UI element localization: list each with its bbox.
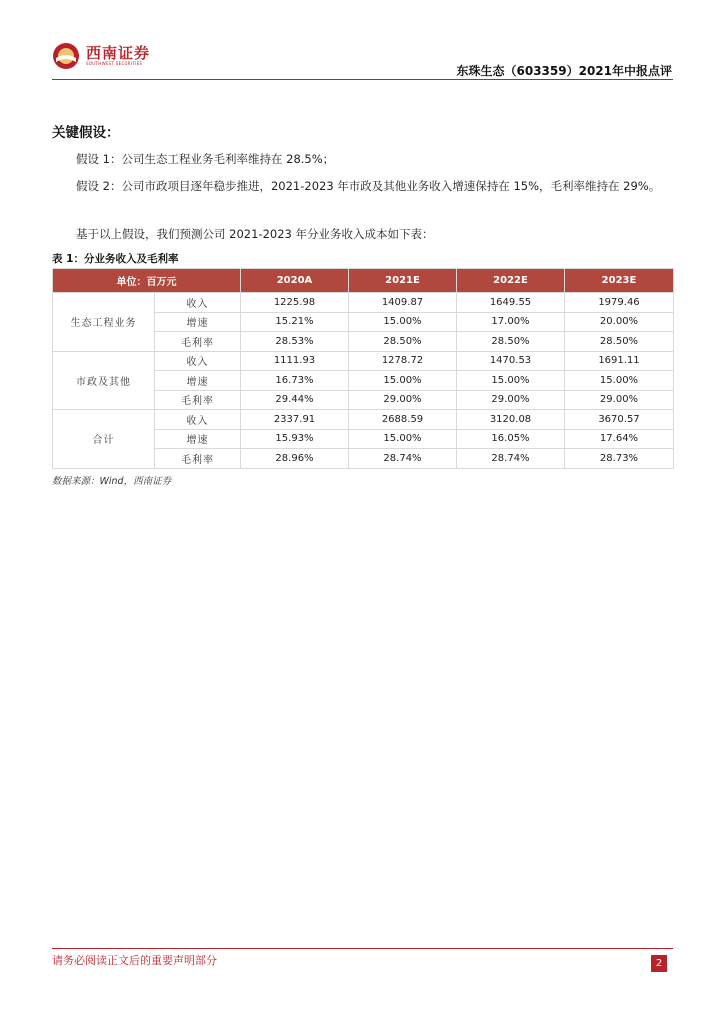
column-header: 2022E xyxy=(457,269,565,293)
table-cell: 1691.11 xyxy=(565,351,674,371)
table-cell: 15.93% xyxy=(241,429,349,449)
data-source-note: 数据来源：Wind，西南证券 xyxy=(52,476,172,487)
footer-divider xyxy=(52,948,673,949)
metric-label: 毛利率 xyxy=(155,332,241,352)
segment-name: 合计 xyxy=(53,410,155,469)
column-header: 2020A xyxy=(241,269,349,293)
table-cell: 28.50% xyxy=(457,332,565,352)
table-cell: 20.00% xyxy=(565,312,674,332)
table-cell: 15.21% xyxy=(241,312,349,332)
table-cell: 15.00% xyxy=(565,371,674,391)
table-cell: 1225.98 xyxy=(241,293,349,313)
metric-label: 收入 xyxy=(155,293,241,313)
page-number: 2 xyxy=(651,955,667,972)
table-row xyxy=(53,351,674,371)
table-cell: 28.74% xyxy=(349,449,457,469)
table-cell: 1278.72 xyxy=(349,351,457,371)
logo-english-name: SOUTHWEST SECURITIES xyxy=(86,61,143,66)
table-header-row xyxy=(53,269,674,293)
logo-chinese-name: 西南证券 xyxy=(86,44,151,62)
segment-name: 市政及其他 xyxy=(53,351,155,410)
metric-label: 毛利率 xyxy=(155,390,241,410)
table-cell: 3120.08 xyxy=(457,410,565,430)
table-cell: 1470.53 xyxy=(457,351,565,371)
metric-label: 增速 xyxy=(155,371,241,391)
table-cell: 2337.91 xyxy=(241,410,349,430)
table-row xyxy=(53,293,674,313)
segment-name: 生态工程业务 xyxy=(53,293,155,352)
table-cell: 15.00% xyxy=(457,371,565,391)
section-heading: 关键假设： xyxy=(52,125,120,141)
table-cell: 15.00% xyxy=(349,312,457,332)
assumption-1: 假设 1：公司生态工程业务毛利率维持在 28.5%； xyxy=(76,152,335,166)
table-cell: 28.74% xyxy=(457,449,565,469)
table-cell: 29.44% xyxy=(241,390,349,410)
logo-emblem-icon xyxy=(52,42,80,70)
table-cell: 28.50% xyxy=(565,332,674,352)
table-cell: 15.00% xyxy=(349,429,457,449)
table-cell: 17.00% xyxy=(457,312,565,332)
table-cell: 29.00% xyxy=(565,390,674,410)
table-cell: 15.00% xyxy=(349,371,457,391)
table-cell: 28.73% xyxy=(565,449,674,469)
metric-label: 增速 xyxy=(155,312,241,332)
table-cell: 17.64% xyxy=(565,429,674,449)
table-cell: 1979.46 xyxy=(565,293,674,313)
table-cell: 1111.93 xyxy=(241,351,349,371)
unit-header: 单位：百万元 xyxy=(53,269,241,293)
table-cell: 1409.87 xyxy=(349,293,457,313)
table-cell: 3670.57 xyxy=(565,410,674,430)
table-cell: 29.00% xyxy=(457,390,565,410)
table-cell: 16.73% xyxy=(241,371,349,391)
table-cell: 29.00% xyxy=(349,390,457,410)
forecast-table xyxy=(52,268,673,469)
report-title: 东珠生态（603359）2021年中报点评 xyxy=(456,64,672,78)
table-cell: 1649.55 xyxy=(457,293,565,313)
forecast-intro: 基于以上假设，我们预测公司 2021-2023 年分业务收入成本如下表： xyxy=(76,227,434,241)
metric-label: 增速 xyxy=(155,429,241,449)
company-logo xyxy=(52,42,150,70)
disclaimer-note: 请务必阅读正文后的重要声明部分 xyxy=(52,954,217,967)
table-cell: 28.96% xyxy=(241,449,349,469)
table-cell: 2688.59 xyxy=(349,410,457,430)
table-cell: 28.50% xyxy=(349,332,457,352)
column-header: 2021E xyxy=(349,269,457,293)
metric-label: 收入 xyxy=(155,410,241,430)
header-divider xyxy=(52,79,673,80)
table-caption: 表 1：分业务收入及毛利率 xyxy=(52,253,179,265)
metric-label: 收入 xyxy=(155,351,241,371)
metric-label: 毛利率 xyxy=(155,449,241,469)
assumption-2: 假设 2：公司市政项目逐年稳步推进，2021-2023 年市政及其他业务收入增速保持在 15%，毛利率维持在 29%。 xyxy=(76,179,661,193)
table-row xyxy=(53,410,674,430)
table-cell: 28.53% xyxy=(241,332,349,352)
column-header: 2023E xyxy=(565,269,674,293)
table-cell: 16.05% xyxy=(457,429,565,449)
